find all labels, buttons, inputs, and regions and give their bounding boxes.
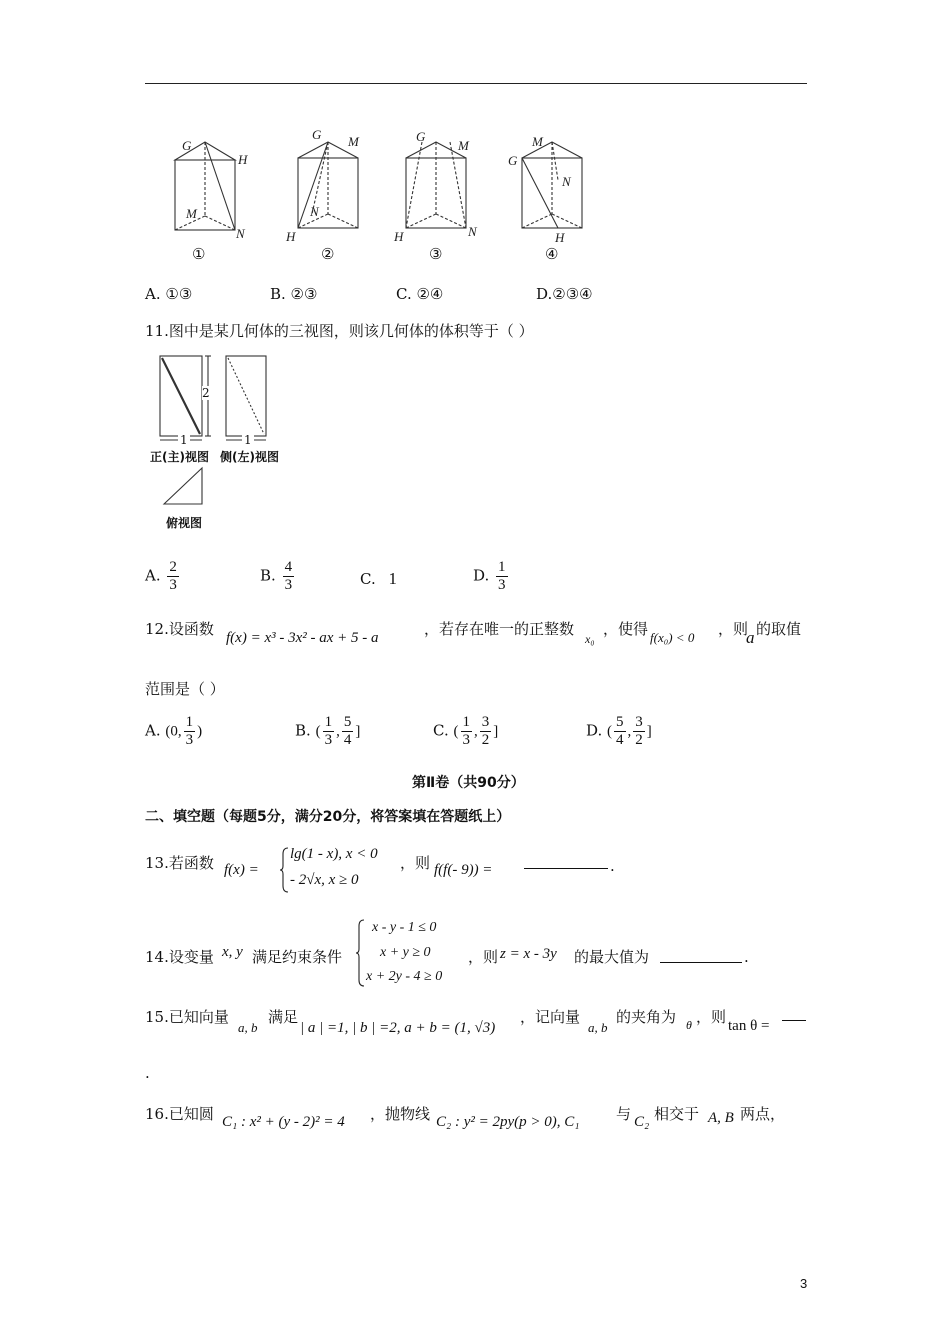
q11-dim-height: 2 xyxy=(202,386,210,400)
q15-mid: 满足 xyxy=(268,1008,299,1026)
q10-option-a: A. ①③ xyxy=(145,285,193,303)
page-number: 3 xyxy=(800,1276,808,1291)
q14-expression: z = x - 3y xyxy=(500,946,557,962)
q11-side-caption: 侧(左)视图 xyxy=(220,450,279,464)
q14-constraint-2: x + y ≥ 0 xyxy=(380,945,431,960)
q15-answer-blank[interactable] xyxy=(782,1020,806,1021)
q14-constraint-3: x + 2y - 4 ≥ 0 xyxy=(366,969,443,984)
q10-fig1-label-H: H xyxy=(238,152,248,167)
q16-lead: 16.已知圆 xyxy=(145,1105,214,1123)
q12-function: f(x) = x³ - 3x² - ax + 5 - a xyxy=(226,630,379,646)
q11-top-view xyxy=(164,468,202,504)
q11-option-d-fraction: $\frac{1}{3}$ xyxy=(498,559,506,593)
q16-c2: C₂ xyxy=(634,1114,650,1130)
q10-fig1-caption: ① xyxy=(192,245,206,263)
q10-fig1-label-N: N xyxy=(236,226,245,241)
q10-fig4-label-N: N xyxy=(562,174,571,189)
q16-points: A, B xyxy=(708,1110,734,1126)
q10-figure-1 xyxy=(175,138,248,241)
q11-option-c xyxy=(360,569,397,589)
q10-option-c: C. ②④ xyxy=(396,285,444,303)
q10-figure-2 xyxy=(285,128,360,244)
q13-expression: f(f(- 9)) = xyxy=(434,862,493,878)
q12-option-d: D. ( $\frac{5}{4}$ , $\frac{3}{2}$ ] xyxy=(586,714,652,748)
q15-condition: | a | =1, | b | =2, a + b = (1, √3) xyxy=(300,1020,496,1036)
q10-figure-4 xyxy=(508,134,582,245)
q16-mid3: 相交于 xyxy=(654,1105,700,1123)
q14-constraint-1: x - y - 1 ≤ 0 xyxy=(372,920,437,935)
q15-vectors-2: a, b xyxy=(588,1020,608,1035)
q12-line2: 范围是（ ） xyxy=(145,680,225,698)
q13-brace xyxy=(280,846,290,894)
q11-option-a-fraction: $\frac{2}{3}$ xyxy=(169,559,177,593)
q10-fig2-label-N: N xyxy=(310,204,319,219)
q11-option-d-label: D. xyxy=(473,566,490,585)
q11-option-b-label: B. xyxy=(260,566,276,585)
q10-fig1-label-M: M xyxy=(186,206,197,221)
q10-fig2-label-H: H xyxy=(286,229,296,244)
q14-mid: 满足约束条件 xyxy=(252,948,343,966)
q12-tail: 的取值 xyxy=(756,620,802,638)
q12-mid3: ，则 xyxy=(718,620,749,638)
part2-title: 第Ⅱ卷（共90分） xyxy=(412,775,525,791)
q11-option-b xyxy=(260,559,296,594)
q16-circle: C₁ : x² + (y - 2)² = 4 xyxy=(222,1114,345,1130)
q13-end: . xyxy=(610,857,615,875)
q14-tail: 的最大值为 xyxy=(574,948,650,966)
q14-vars: x, y xyxy=(222,944,243,960)
q11-front-caption: 正(主)视图 xyxy=(150,450,209,464)
q10-figure-3 xyxy=(393,129,478,244)
q10-fig1-label-G: G xyxy=(182,138,192,153)
q10-fig2-caption: ② xyxy=(321,245,335,263)
q10-option-d: D.②③④ xyxy=(536,285,593,303)
q15-lead: 15.已知向量 xyxy=(145,1008,229,1026)
q11-side-view xyxy=(226,356,266,440)
q12-option-c: C. ( $\frac{1}{3}$ , $\frac{3}{2}$ ] xyxy=(433,714,499,748)
q15-theta: θ xyxy=(686,1018,692,1032)
q13-lhs: f(x) = xyxy=(224,862,259,878)
q15-end: . xyxy=(145,1064,150,1082)
q15-vectors: a, b xyxy=(238,1020,258,1035)
q13-case2: - 2√x, x ≥ 0 xyxy=(290,872,359,888)
q12-mid2: ，使得 xyxy=(603,620,649,638)
q11-option-a-label: A. xyxy=(145,566,161,585)
q10-fig4-caption: ④ xyxy=(545,245,559,263)
q15-mid4: ，则 xyxy=(696,1008,727,1026)
q10-fig4-label-H: H xyxy=(555,230,565,245)
q11-top-caption: 俯视图 xyxy=(166,516,203,530)
q11-option-a xyxy=(145,559,181,594)
q15-expression: tan θ = xyxy=(728,1018,770,1034)
q10-option-b: B. ②③ xyxy=(270,285,318,303)
q10-fig3-label-H: H xyxy=(394,229,404,244)
q16-tail: 两点， xyxy=(740,1105,786,1123)
q12-lead: 12.设函数 xyxy=(145,620,214,638)
header-rule xyxy=(145,83,807,84)
q10-fig4-label-M: M xyxy=(532,134,543,149)
q13-case1: lg(1 - x), x < 0 xyxy=(290,846,378,862)
q11-option-b-fraction: $\frac{4}{3}$ xyxy=(284,559,293,593)
q12-x0: x₀ xyxy=(585,632,595,646)
q13-answer-blank[interactable] xyxy=(524,868,608,869)
q11-option-c-label: C. xyxy=(360,570,376,588)
q12-mid1: ，若存在唯一的正整数 xyxy=(424,620,575,638)
q11-three-views xyxy=(150,350,300,535)
q11-dim-side-width: 1 xyxy=(244,433,252,447)
q10-fig4-label-G: G xyxy=(508,153,518,168)
q11-stem: 11.图中是某几何体的三视图，则该几何体的体积等于（ ） xyxy=(145,322,534,340)
q15-mid3: 的夹角为 xyxy=(616,1008,677,1026)
q10-fig3-label-G: G xyxy=(416,129,426,144)
q13-mid: ，则 xyxy=(400,854,431,872)
q11-option-c-value: 1 xyxy=(388,569,397,588)
q14-mid2: ，则 xyxy=(468,948,499,966)
q12-condition: f(x₀) < 0 xyxy=(650,630,695,645)
q12-option-a: A. (0, $\frac{1}{3}$ ) xyxy=(145,714,203,748)
q10-fig2-label-G: G xyxy=(312,128,322,142)
q16-parabola: C₂ : y² = 2py(p > 0), C₁ xyxy=(436,1114,580,1130)
q14-brace xyxy=(356,918,366,988)
q14-answer-blank[interactable] xyxy=(660,962,742,963)
q11-option-d xyxy=(473,559,510,594)
q12-a: a xyxy=(746,628,755,647)
q14-lead: 14.设变量 xyxy=(145,948,214,966)
section2-title: 二、填空题（每题5分，满分20分，将答案填在答题纸上） xyxy=(145,809,511,825)
q10-fig3-caption: ③ xyxy=(429,245,443,263)
q16-mid: ，抛物线 xyxy=(370,1105,431,1123)
q11-dim-front-width: 1 xyxy=(180,433,188,447)
q10-fig3-label-N: N xyxy=(468,224,477,239)
q10-fig3-label-M: M xyxy=(458,138,469,153)
q14-end: . xyxy=(744,948,749,966)
q16-mid2: 与 xyxy=(616,1105,632,1123)
q15-mid2: ，记向量 xyxy=(520,1008,581,1026)
q10-fig2-label-M: M xyxy=(348,134,359,149)
q13-lead: 13.若函数 xyxy=(145,854,214,872)
q12-option-b: B. ( $\frac{1}{3}$ , $\frac{5}{4}$ ] xyxy=(295,714,361,748)
